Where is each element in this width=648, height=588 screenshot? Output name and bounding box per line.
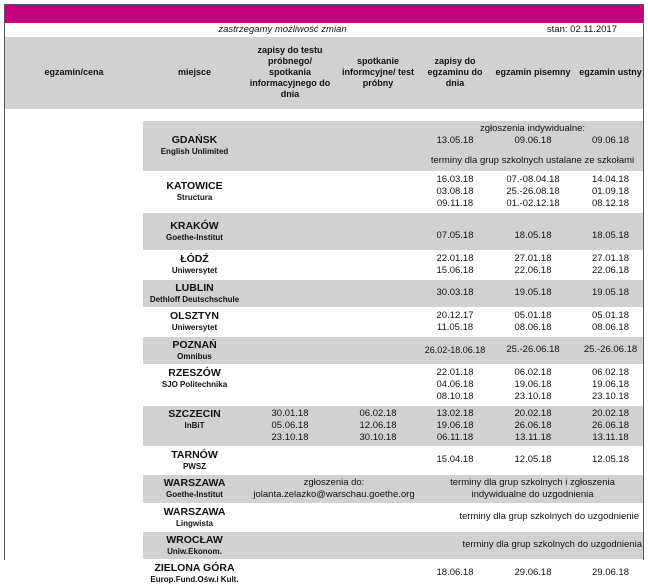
registration-date: 11.05.18 [436,321,474,333]
institution-name: Dethloff Deutschschule [149,294,240,304]
registration-date: 06.11.18 [436,431,474,443]
city-name: KATOWICE [166,180,223,192]
institution-name: Structura [176,193,213,202]
written-date: 26.06.18 [514,419,552,431]
institution-name: Lingwista [176,518,213,528]
meeting-date: 06.02.18 [359,407,397,419]
oral-date: 18.05.18 [578,212,643,250]
registration-date: 30.03.18 [422,279,488,307]
city-name: WARSZAWA [163,505,226,518]
exam-subtitle: Fit in Deutsch [37,342,111,355]
institution-name: PWSZ [182,461,207,471]
institution-name: Uniw.Ekonom. [167,546,222,556]
oral-date: 25.-26.06.18 [578,336,643,364]
exam-title: Goethe-Zertifikat A2 [21,328,127,341]
registration-date: 15.04.18 [422,446,488,474]
written-date: 09.06.18 [514,135,552,147]
oral-date: 01.09.18 [592,185,629,197]
registration-date: 20.12.17 [436,309,474,321]
written-date: 05.01.18 [514,309,552,321]
institution-name: English Unlimited [160,147,229,157]
written-date: 25.-26.08.18 [506,185,560,197]
oral-date: 14.04.18 [592,173,629,185]
city-name: ZIELONA GÓRA [154,561,235,574]
registration-date: 19.06.18 [436,419,474,431]
institution-name: Europ.Fund.Ośw.i Kult. [150,574,239,584]
written-date: 22.06.18 [514,264,552,276]
test-registration-date: 05.06.18 [271,419,309,431]
header-info-meeting: spotkanie informcyjne/ test próbny [334,37,422,109]
oral-date: 19.06.18 [592,378,629,390]
header-exam: egzamin/cena [5,37,143,109]
changes-note: zastrzegamy możliwość zmian [143,23,422,37]
institution-name: Omnibus [177,351,212,361]
written-date: 25.-26.06.18 [488,336,578,364]
oral-date: 05.01.18 [592,309,629,321]
registration-date: 16.03.18 [436,173,474,185]
city-name: WARSZAWA [163,477,226,489]
group-note-line2: indywidualne do uzgodnienia [471,488,594,500]
city-name: OLSZTYN [170,310,219,322]
test-registration-date: 30.01.18 [271,407,309,419]
institution-name: Uniwersytet [171,323,218,332]
registration-date: 18.06.18 [422,559,488,587]
city-name: RZESZÓW [168,366,221,379]
registration-date: 03.08.18 [436,185,474,197]
exam-price: 130 PLN [52,356,96,369]
registration-date: 26.02-18.06.18 [422,336,488,364]
status-date: stan: 02.11.2017 [422,23,643,37]
written-date: 01.-02.12.18 [506,197,560,209]
city-name: KRAKÓW [170,219,219,232]
written-date: 13.11.18 [514,431,552,443]
meeting-date: 30.10.18 [359,431,397,443]
oral-date: 12.05.18 [578,446,643,474]
institution-name: Goethe-Institut [166,490,223,499]
registration-date: 13.05.18 [436,135,474,147]
oral-date: 19.05.18 [578,279,643,307]
oral-date: 23.10.18 [592,390,629,402]
registration-date: 09.11.18 [436,197,474,209]
registration-date: 07.05.18 [422,212,488,250]
contact-label: zgłoszenia do: [303,476,365,488]
city-name: POZNAŃ [172,338,217,351]
registration-date: 22.01.18 [436,366,474,378]
header-exam-registration: zapisy do egzaminu do dnia [422,37,488,109]
oral-date: 29.06.18 [578,559,643,587]
city-name: LUBLIN [175,281,214,294]
written-date: 20.02.18 [514,407,552,419]
group-note: terminy dla grup szkolnych do uzgodnienie [422,503,643,531]
school-groups-note: terminy dla grup szkolnych ustalane ze szkołami [430,155,635,167]
oral-date: 22.06.18 [592,264,629,276]
header-test-registration: zapisy do testu próbnego/ spotkania informacyjnego do dnia [246,37,334,109]
written-date: 19.06.18 [514,378,552,390]
written-date: 08.06.18 [514,321,552,333]
institution-name: Goethe-Institut [166,232,223,242]
institution-name: Uniwersytet [171,266,218,275]
institution-name: InBiT [184,420,205,430]
city-name: WROCŁAW [166,533,223,546]
header-place: miejsce [143,37,246,109]
exam-cell [5,109,143,587]
oral-date: 13.11.18 [592,431,629,443]
oral-date: 26.06.18 [592,419,629,431]
written-date: 06.02.18 [514,366,552,378]
written-date: 29.06.18 [488,559,578,587]
registration-date: 13.02.18 [436,407,474,419]
top-magenta-bar [5,5,643,23]
oral-date: 09.06.18 [592,135,629,147]
written-date: 23.10.18 [514,390,552,402]
oral-date: 06.02.18 [592,366,629,378]
city-name: GDAŃSK [171,134,218,147]
group-note-line1: terminy dla grup szkolnych i zgłoszenia [450,476,615,488]
registration-date: 22.01.18 [436,252,474,264]
registration-date: 08.10.18 [436,390,474,402]
header-row [5,37,643,109]
registration-date: 04.06.18 [436,378,474,390]
oral-date: 08.06.18 [592,321,629,333]
header-oral-exam: egzamin ustny [578,37,643,109]
written-date: 12.05.18 [488,446,578,474]
city-name: ŁÓDŹ [180,253,209,265]
schedule-table [5,5,643,588]
exam-schedule-document [4,4,644,584]
contact-email[interactable]: jolanta.zelazko@warschau.goethe.org [253,488,415,500]
city-name: TARNÓW [171,448,218,461]
meeting-date: 12.06.18 [359,419,397,431]
header-written-exam: egzamin pisemny [488,37,578,109]
written-date: 27.01.18 [514,252,552,264]
written-date: 18.05.18 [488,212,578,250]
individual-registration-note: zgłoszenia indywidualne: [479,123,586,135]
group-note: terminy dla grup szkolnych do uzgodnienia [422,531,643,559]
city-name: SZCZECIN [168,407,221,420]
registration-date: 15.06.18 [436,264,474,276]
test-registration-date: 23.10.18 [271,431,309,443]
institution-name: SJO Politechnika [161,379,228,389]
oral-date: 20.02.18 [592,407,629,419]
oral-date: 08.12.18 [592,197,629,209]
written-date: 07.-08.04.18 [506,173,560,185]
written-date: 19.05.18 [488,279,578,307]
oral-date: 27.01.18 [592,252,629,264]
